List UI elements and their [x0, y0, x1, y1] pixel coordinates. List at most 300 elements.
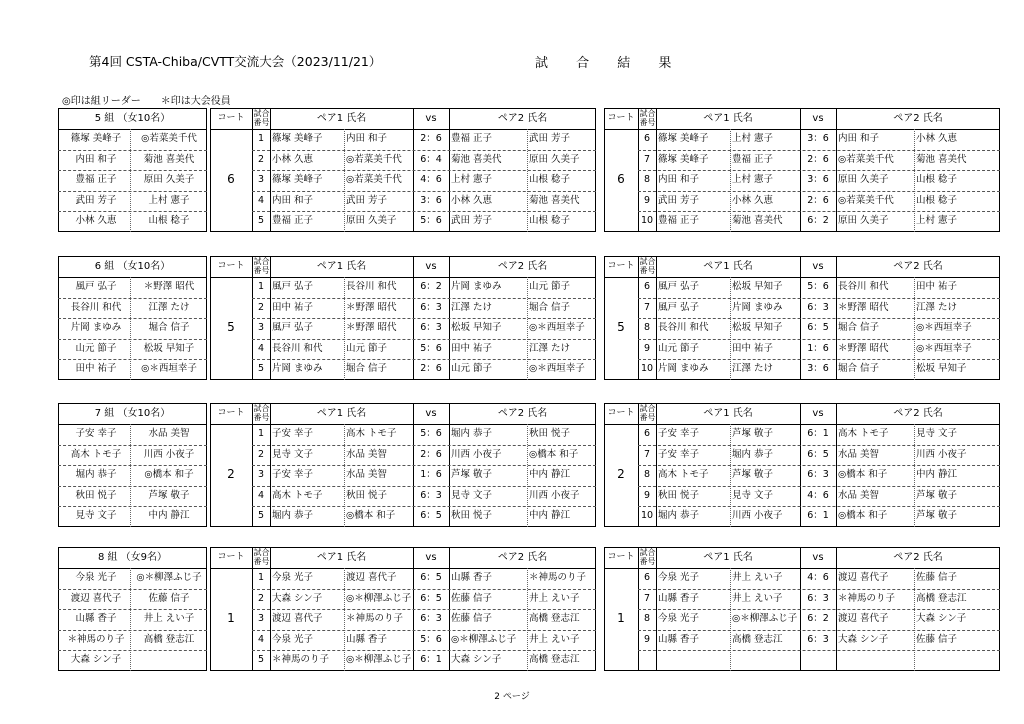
pair2-player: 芦塚 敬子	[916, 510, 958, 521]
member-name: 佐藤 信子	[148, 592, 190, 604]
match-number: 10	[640, 363, 654, 374]
pair2-player: 水品 美智	[838, 448, 880, 460]
pair2-player: 江澤 たけ	[529, 342, 571, 354]
pair1-player: 高木 トモ子	[272, 489, 323, 501]
pair1-player: 堀内 恭子	[658, 510, 700, 521]
match-number: 1	[257, 572, 265, 583]
pair2-player: 松坂 早知子	[451, 322, 502, 333]
pair1-player: 山元 節子	[346, 342, 388, 354]
pair1-player: 堀合 信子	[346, 363, 388, 374]
pair2-header: ペア2 氏名	[893, 113, 943, 124]
pair1-player: 山縣 香子	[658, 633, 700, 645]
pair1-player: 豊福 正子	[732, 153, 774, 165]
member-name: 堀内 恭子	[75, 469, 117, 480]
pair2-player: 山元 節子	[529, 281, 571, 292]
name-split	[527, 568, 528, 671]
match-score: 5：6	[420, 342, 442, 354]
pair1-header: ペア1 氏名	[703, 552, 753, 563]
pair1-player: 渡辺 喜代子	[272, 613, 323, 624]
group-title: 6 組 （女10名）	[94, 261, 171, 272]
pair1-player: 山縣 香子	[346, 633, 388, 645]
court-number: 6	[227, 172, 235, 187]
pair1-player: 武田 芳子	[346, 194, 388, 206]
match-score: 3：6	[807, 133, 829, 144]
match-score: 2：6	[807, 194, 829, 206]
pair2-player: 秋田 悦子	[451, 510, 493, 521]
member-name: 松坂 早知子	[143, 342, 195, 354]
pair2-player: 松坂 早知子	[916, 363, 967, 374]
pair1-player: 豊福 正子	[272, 215, 314, 226]
name-split	[344, 424, 345, 527]
match-score: 6：3	[807, 592, 829, 604]
pair2-player: 堀合 信子	[529, 301, 571, 313]
match-number-header: 試合番号	[253, 404, 270, 422]
name-split	[130, 568, 131, 671]
pair2-player: 山縣 香子	[451, 572, 493, 583]
vs-header: vs	[425, 552, 437, 563]
pair2-player: 原田 久美子	[529, 153, 580, 165]
match-number: 1	[257, 428, 265, 439]
pair2-player: 菊池 喜美代	[451, 153, 502, 165]
pair1-header: ペア1 氏名	[316, 408, 367, 419]
name-split	[130, 424, 131, 527]
court-header: コート	[217, 408, 245, 418]
match-score: 6：1	[420, 654, 442, 665]
name-split	[527, 129, 528, 232]
pair1-player: ＊神馬のり子	[272, 654, 330, 665]
pair2-player: ＊野澤 昭代	[838, 342, 889, 354]
pair1-player: 原田 久美子	[346, 215, 397, 226]
pair1-player: 今泉 光子	[658, 613, 700, 624]
match-number: 6	[643, 572, 651, 583]
match-number: 4	[257, 194, 265, 206]
pair1-player: ◎＊柳澤ふじ子	[732, 613, 798, 624]
match-score: 5：6	[807, 281, 829, 292]
pair2-player: 堀合 信子	[838, 322, 880, 333]
pair2-player: 佐藤 信子	[451, 613, 493, 624]
pair2-player: 高橋 登志江	[529, 654, 580, 665]
match-score: 2：6	[420, 448, 442, 460]
pair2-player: ◎＊西垣幸子	[916, 342, 972, 354]
match-number: 8	[643, 613, 651, 624]
match-number-header: 試合番号	[639, 548, 656, 566]
pair2-player: ＊神馬のり子	[838, 592, 896, 604]
pair1-player: 芦塚 敬子	[732, 428, 774, 439]
pair1-header: ペア1 氏名	[316, 113, 367, 124]
member-name: 水品 美智	[148, 428, 190, 439]
pair1-player: 田中 祐子	[272, 301, 314, 313]
match-number: 3	[257, 174, 265, 185]
match-score: 6：1	[807, 510, 829, 521]
pair1-player: 高木 トモ子	[346, 428, 397, 439]
member-name: 山縣 香子	[75, 613, 117, 624]
pair2-header: ペア2 氏名	[497, 113, 548, 124]
group-table	[58, 547, 1000, 671]
pair1-player: 風戸 弘子	[658, 301, 700, 313]
pair1-player: 水品 美智	[346, 448, 388, 460]
match-score: 5：6	[420, 633, 442, 645]
pair1-player: ◎橋本 和子	[346, 510, 396, 521]
match-score: 3：6	[807, 363, 829, 374]
match-score: 6：2	[807, 613, 829, 624]
match-number-header: 試合番号	[253, 257, 270, 275]
pair1-player: 水品 美智	[346, 469, 388, 480]
match-number: 9	[643, 342, 651, 354]
group-table	[58, 403, 1000, 527]
pair2-player: 内田 和子	[838, 133, 880, 144]
match-number: 8	[643, 469, 651, 480]
match-number: 2	[257, 153, 265, 165]
pair1-player: 堀内 恭子	[732, 448, 774, 460]
match-score: 4：6	[807, 572, 829, 583]
member-name: ◎橋本 和子	[144, 469, 194, 480]
match-score: 6：5	[807, 448, 829, 460]
match-number: 6	[643, 428, 651, 439]
pair1-player: 山元 節子	[658, 342, 700, 354]
group-title: 8 組 （女9名）	[97, 552, 168, 563]
vs-header: vs	[812, 113, 824, 124]
match-number: 6	[643, 133, 651, 144]
pair2-player: 水品 美智	[838, 489, 880, 501]
pair2-player: 山元 節子	[451, 363, 493, 374]
pair2-player: 渡辺 喜代子	[838, 572, 889, 583]
name-split	[344, 129, 345, 232]
vs-header: vs	[812, 552, 824, 563]
match-score: 3：6	[420, 194, 442, 206]
member-name: 内田 和子	[75, 153, 117, 165]
match-number: 5	[257, 510, 265, 521]
member-name: 中内 静江	[148, 510, 190, 521]
match-number: 9	[643, 489, 651, 501]
pair1-player: 子安 幸子	[272, 428, 314, 439]
pair2-player: 見寺 文子	[451, 489, 493, 501]
pair2-player: 山根 稔子	[916, 194, 958, 206]
member-name: 見寺 文子	[75, 510, 117, 521]
pair2-player: 豊福 正子	[451, 133, 493, 144]
pair2-header: ペア2 氏名	[497, 261, 548, 272]
pair2-player: 長谷川 和代	[838, 281, 889, 292]
match-score: 1：6	[807, 342, 829, 354]
match-number: 9	[643, 633, 651, 645]
legend-note: ◎印は組リーダー ＊印は大会役員	[62, 96, 231, 107]
pair1-header: ペア1 氏名	[316, 552, 367, 563]
pair2-player: ◎＊西垣幸子	[529, 322, 585, 333]
pair1-player: 芦塚 敬子	[732, 469, 774, 480]
page-title: 第4回 CSTA-Chiba/CVTT交流大会（2023/11/21）	[89, 54, 382, 69]
pair2-player: ◎＊西垣幸子	[529, 363, 585, 374]
pair2-player: ＊野澤 昭代	[838, 301, 889, 313]
match-score: 6：3	[807, 469, 829, 480]
member-name: 江澤 たけ	[148, 301, 190, 313]
match-score: 2：6	[420, 133, 442, 144]
pair1-player: 長谷川 和代	[272, 342, 323, 354]
member-name: 井上 えい子	[143, 613, 195, 624]
match-number: 9	[643, 194, 651, 206]
member-name: ◎＊西垣幸子	[141, 363, 197, 374]
pair1-player: 今泉 光子	[272, 633, 314, 645]
match-score: 6：5	[420, 572, 442, 583]
name-split	[914, 568, 915, 671]
court-header: コート	[607, 552, 635, 562]
member-name: ＊野澤 昭代	[143, 281, 195, 292]
court-header: コート	[607, 261, 635, 271]
court-header: コート	[607, 113, 635, 123]
court-header: コート	[217, 113, 245, 123]
pair2-player: 芦塚 敬子	[451, 469, 493, 480]
court-number: 2	[227, 467, 235, 482]
pair1-player: 片岡 まゆみ	[732, 301, 783, 313]
pair1-player: 大森 シン子	[272, 592, 323, 604]
pair1-player: 井上 えい子	[732, 592, 783, 604]
pair1-player: 片岡 まゆみ	[272, 363, 323, 374]
member-name: 山根 稔子	[148, 215, 190, 226]
pair1-player: 内田 和子	[658, 174, 700, 185]
pair2-player: 片岡 まゆみ	[451, 281, 502, 292]
pair1-player: 高橋 登志江	[732, 633, 783, 645]
pair1-player: 豊福 正子	[658, 215, 700, 226]
pair2-player: 田中 祐子	[451, 342, 493, 354]
match-score: 6：3	[420, 613, 442, 624]
match-number-header: 試合番号	[253, 548, 270, 566]
match-score: 5：6	[420, 215, 442, 226]
page-subtitle: 試 合 結 果	[535, 56, 684, 71]
pair2-header: ペア2 氏名	[893, 261, 943, 272]
group-table	[58, 256, 1000, 380]
pair1-player: 堀内 恭子	[272, 510, 314, 521]
pair2-player: 武田 芳子	[529, 133, 571, 144]
pair1-header: ペア1 氏名	[703, 261, 753, 272]
member-name: 川西 小夜子	[143, 448, 195, 460]
match-score: 4：6	[420, 174, 442, 185]
pair2-player: 井上 えい子	[529, 592, 580, 604]
pair1-player: 内田 和子	[272, 194, 314, 206]
pair1-player: ◎若菜美千代	[346, 174, 402, 185]
pair1-player: 松坂 早知子	[732, 281, 783, 292]
pair2-player: 渡辺 喜代子	[838, 613, 889, 624]
pair2-player: 井上 えい子	[529, 633, 580, 645]
pair1-player: 江澤 たけ	[732, 363, 774, 374]
pair1-player: ＊野澤 昭代	[346, 301, 397, 313]
pair2-player: 上村 憲子	[451, 174, 493, 185]
match-score: 6：4	[420, 153, 442, 165]
pair1-player: ◎若菜美千代	[346, 153, 402, 165]
member-name: ◎若菜美千代	[141, 133, 197, 144]
match-number-header: 試合番号	[639, 257, 656, 275]
match-score: 6：3	[420, 322, 442, 333]
group-title: 7 組 （女10名）	[94, 408, 171, 419]
pair2-player: 川西 小夜子	[916, 448, 967, 460]
pair2-player: 山根 稔子	[529, 174, 571, 185]
vs-header: vs	[425, 408, 437, 419]
vs-header: vs	[812, 408, 824, 419]
pair1-player: 長谷川 和代	[346, 281, 397, 292]
court-header: コート	[607, 408, 635, 418]
match-number: 4	[257, 489, 265, 501]
member-name: 原田 久美子	[143, 174, 195, 185]
pair2-player: 佐藤 信子	[451, 592, 493, 604]
pair2-player: 佐藤 信子	[916, 572, 958, 583]
match-number-header: 試合番号	[639, 404, 656, 422]
name-split	[527, 424, 528, 527]
pair2-player: 小林 久恵	[451, 194, 493, 206]
pair1-header: ペア1 氏名	[703, 408, 753, 419]
pair1-player: 上村 憲子	[732, 174, 774, 185]
pair1-player: 秋田 悦子	[346, 489, 388, 501]
match-score: 6：3	[807, 301, 829, 313]
pair2-player: ◎橋本 和子	[838, 510, 888, 521]
pair1-player: 篠塚 美峰子	[658, 153, 709, 165]
vs-header: vs	[425, 261, 437, 272]
name-split	[914, 424, 915, 527]
pair2-player: 江澤 たけ	[451, 301, 493, 313]
match-number: 5	[257, 215, 265, 226]
match-number: 2	[257, 301, 265, 313]
name-split	[344, 277, 345, 380]
member-name: 渡辺 喜代子	[70, 592, 122, 604]
member-name: 高橋 登志江	[143, 633, 195, 645]
match-score: 6：3	[420, 301, 442, 313]
name-split	[730, 424, 731, 527]
pair2-player: 小林 久恵	[916, 133, 958, 144]
page-footer: 2 ページ	[494, 692, 530, 702]
pair2-player: ◎若菜美千代	[838, 153, 894, 165]
pair1-player: 井上 えい子	[732, 572, 783, 583]
member-name: 長谷川 和代	[70, 301, 122, 313]
pair2-player: 上村 憲子	[916, 215, 958, 226]
match-score: 6：2	[420, 281, 442, 292]
pair2-player: 菊池 喜美代	[529, 194, 580, 206]
match-score: 3：6	[807, 174, 829, 185]
pair1-player: 武田 芳子	[658, 194, 700, 206]
match-score: 1：6	[420, 469, 442, 480]
pair2-player: 高木 トモ子	[838, 428, 889, 439]
pair2-header: ペア2 氏名	[497, 552, 548, 563]
match-score: 6：5	[807, 322, 829, 333]
pair2-player: 中内 静江	[529, 469, 571, 480]
match-score: 6：5	[420, 510, 442, 521]
match-number: 2	[257, 592, 265, 604]
match-score: 6：1	[807, 428, 829, 439]
pair1-player: 長谷川 和代	[658, 322, 709, 333]
pair2-player: 佐藤 信子	[916, 633, 958, 645]
match-number: 4	[257, 633, 265, 645]
match-score: 6：2	[807, 215, 829, 226]
pair2-player: ◎＊柳澤ふじ子	[451, 633, 517, 645]
pair1-player: 山縣 香子	[658, 592, 700, 604]
pair1-player: ◎＊柳澤ふじ子	[346, 592, 412, 604]
member-name: 武田 芳子	[75, 194, 117, 206]
match-score: 6：3	[420, 489, 442, 501]
pair1-player: 篠塚 美峰子	[272, 174, 323, 185]
pair2-player: 武田 芳子	[451, 215, 493, 226]
pair2-header: ペア2 氏名	[893, 552, 943, 563]
row-rule	[638, 650, 1000, 651]
pair2-player: 見寺 文子	[916, 428, 958, 439]
pair1-player: 風戸 弘子	[658, 281, 700, 292]
pair2-player: 山根 稔子	[529, 215, 571, 226]
member-name: 芦塚 敬子	[148, 489, 190, 501]
pair2-player: 川西 小夜子	[529, 489, 580, 501]
court-number: 5	[617, 320, 625, 335]
match-score: 2：6	[807, 153, 829, 165]
member-name: 今泉 光子	[75, 572, 117, 583]
match-number-header: 試合番号	[253, 109, 270, 127]
match-number: 7	[643, 448, 651, 460]
member-name: 片岡 まゆみ	[70, 322, 122, 333]
pair1-player: 小林 久恵	[272, 153, 314, 165]
pair1-player: 内田 和子	[346, 133, 388, 144]
pair1-player: 見寺 文子	[732, 489, 774, 501]
match-number: 3	[257, 613, 265, 624]
member-name: ＊神馬のり子	[67, 633, 125, 645]
pair1-player: ＊神馬のり子	[346, 613, 404, 624]
pair2-player: 堀合 信子	[838, 363, 880, 374]
pair2-player: 中内 静江	[529, 510, 571, 521]
pair1-player: ＊野澤 昭代	[346, 322, 397, 333]
court-number: 6	[617, 172, 625, 187]
match-number: 7	[643, 301, 651, 313]
pair2-player: 芦塚 敬子	[916, 489, 958, 501]
match-number: 5	[257, 654, 265, 665]
pair1-player: 篠塚 美峰子	[272, 133, 323, 144]
court-header: コート	[217, 552, 245, 562]
pair1-player: 川西 小夜子	[732, 510, 783, 521]
match-score: 6：3	[807, 633, 829, 645]
pair2-player: 大森 シン子	[838, 633, 889, 645]
member-name: 小林 久恵	[75, 215, 117, 226]
member-name: 田中 祐子	[75, 363, 117, 374]
match-number: 1	[257, 133, 265, 144]
pair2-player: ◎橋本 和子	[838, 469, 888, 480]
pair2-player: 高橋 登志江	[529, 613, 580, 624]
pair1-header: ペア1 氏名	[703, 113, 753, 124]
pair2-player: 原田 久美子	[838, 174, 889, 185]
pair2-player: ＊神馬のり子	[529, 572, 587, 583]
pair1-player: 子安 幸子	[658, 448, 700, 460]
court-number: 2	[617, 467, 625, 482]
pair1-player: 風戸 弘子	[272, 281, 314, 292]
pair1-player: 風戸 弘子	[272, 322, 314, 333]
pair1-player: 田中 祐子	[732, 342, 774, 354]
match-number: 2	[257, 448, 265, 460]
name-split	[730, 568, 731, 671]
pair1-player: ◎＊柳澤ふじ子	[346, 654, 412, 665]
name-split	[130, 277, 131, 380]
pair2-header: ペア2 氏名	[893, 408, 943, 419]
match-number: 6	[643, 281, 651, 292]
pair2-player: ◎＊西垣幸子	[916, 322, 972, 333]
match-number-header: 試合番号	[639, 109, 656, 127]
match-score: 5：6	[420, 428, 442, 439]
pair2-player: 山根 稔子	[916, 174, 958, 185]
pair2-player: 大森 シン子	[451, 654, 502, 665]
name-split	[130, 129, 131, 232]
court-header: コート	[217, 261, 245, 271]
pair1-player: 片岡 まゆみ	[658, 363, 709, 374]
match-number: 10	[640, 510, 654, 521]
match-number: 5	[257, 363, 265, 374]
member-name: 子安 幸子	[75, 428, 117, 439]
pair1-player: 子安 幸子	[272, 469, 314, 480]
member-name: 上村 憲子	[148, 194, 190, 206]
group-title: 5 組 （女10名）	[94, 113, 171, 124]
member-name: 堀合 信子	[148, 322, 190, 333]
name-split	[914, 129, 915, 232]
match-number: 8	[643, 174, 651, 185]
pair1-player: 松坂 早知子	[732, 322, 783, 333]
court-number: 1	[617, 611, 625, 626]
member-name: 菊池 喜美代	[143, 153, 195, 165]
